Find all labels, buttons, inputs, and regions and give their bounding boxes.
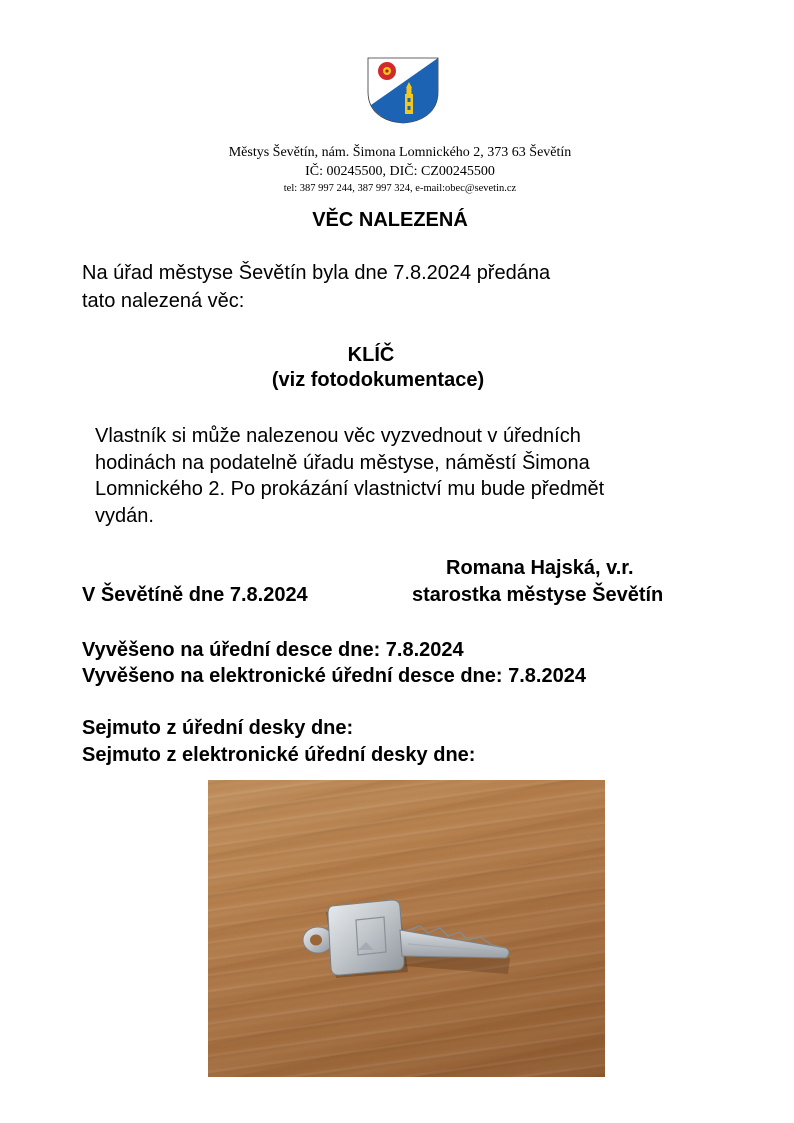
key-photo xyxy=(208,780,605,1077)
removed-electronic-date: Sejmuto z elektronické úřední desky dne: xyxy=(82,744,476,766)
letterhead-ids: IČ: 00245500, DIČ: CZ00245500 xyxy=(305,164,495,179)
instructions-line: vydán. xyxy=(95,504,154,527)
removed-board-date: Sejmuto z úřední desky dne: xyxy=(82,717,354,739)
intro-paragraph xyxy=(82,259,702,315)
posted-board-date: Vyvěšeno na úřední desce dne: 7.8.2024 xyxy=(82,639,464,661)
key-illustration xyxy=(208,780,605,1077)
instructions-line: Vlastník si může nalezenou věc vyzvednout v úředních xyxy=(95,425,581,447)
letterhead-address: Městys Ševětín, nám. Šimona Lomnického 2, 373 63 Ševětín xyxy=(228,145,572,160)
intro-line: tato nalezená věc: xyxy=(82,290,245,312)
coat-of-arms-logo xyxy=(366,56,440,124)
signatory-position: starostka městyse Ševětín xyxy=(412,584,664,606)
instructions-line: Lomnického 2. Po prokázání vlastnictví mu bude předmět xyxy=(95,478,605,500)
item-name: KLÍČ xyxy=(347,344,395,366)
place-date: V Ševětíně dne 7.8.2024 xyxy=(82,584,308,606)
letterhead-contact: tel: 387 997 244, 387 997 324, e-mail:obec@sevetin.cz xyxy=(283,183,517,194)
document-title: VĚC NALEZENÁ xyxy=(312,209,468,231)
posted-electronic-date: Vyvěšeno na elektronické úřední desce dne: 7.8.2024 xyxy=(82,665,586,687)
item-note: (viz fotodokumentace) xyxy=(271,369,485,391)
instructions-line: hodinách na podatelně úřadu městyse, náměstí Šimona xyxy=(95,451,590,474)
signatory-name: Romana Hajská, v.r. xyxy=(446,557,634,579)
instructions-paragraph xyxy=(95,423,735,529)
intro-line: Na úřad městyse Ševětín byla dne 7.8.2024 předána xyxy=(82,262,551,284)
